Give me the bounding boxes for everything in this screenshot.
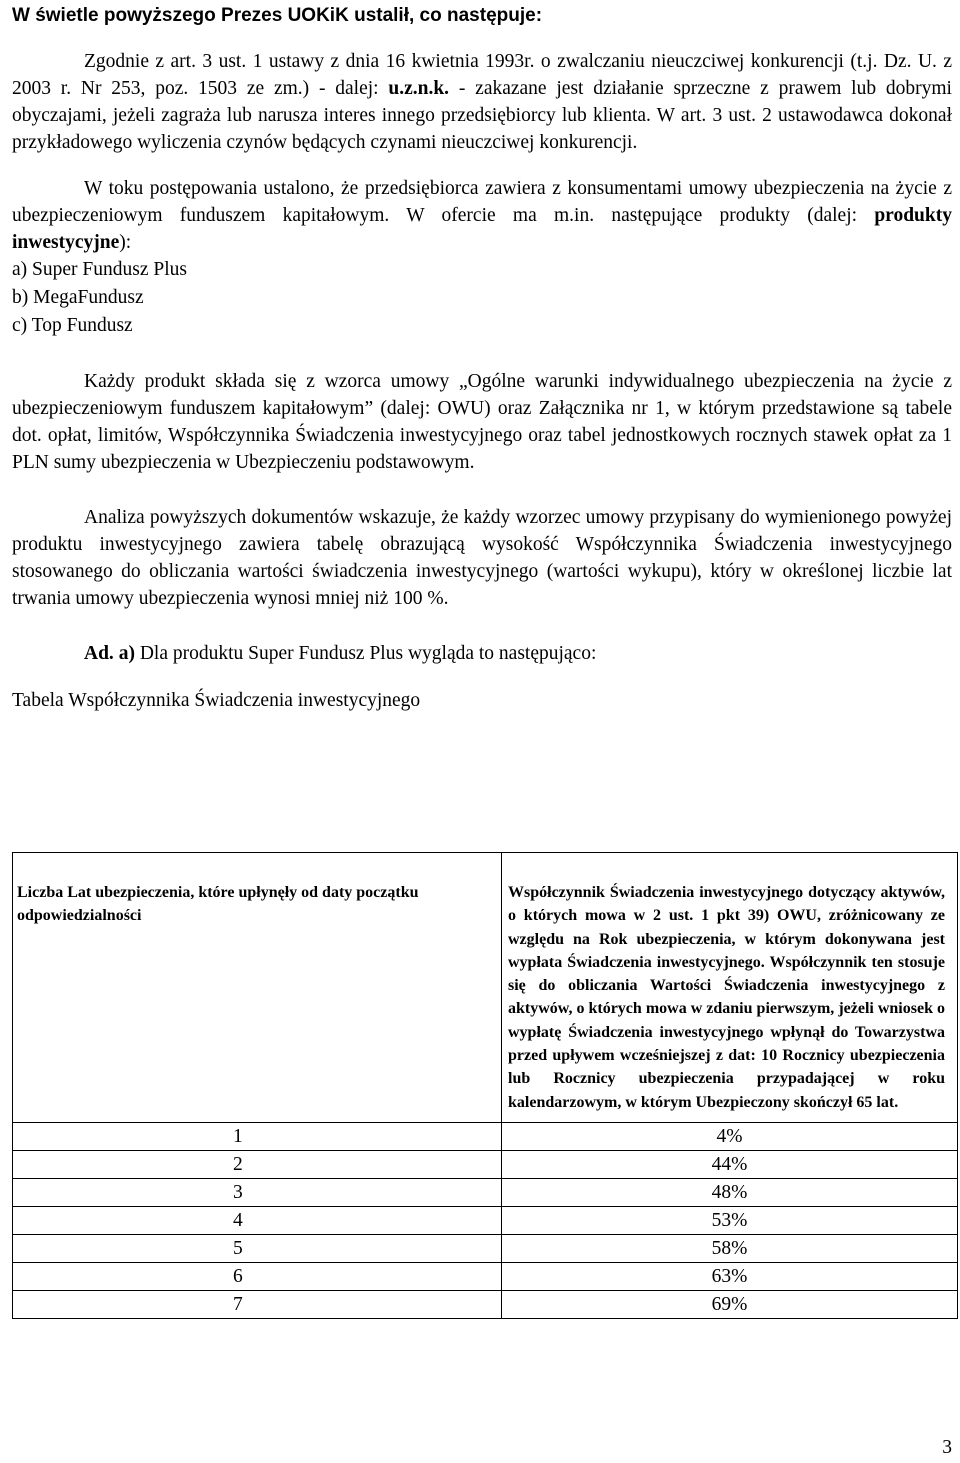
paragraph-text: ): — [119, 232, 132, 253]
table-cell-coefficient: 4% — [502, 1122, 958, 1150]
table-cell-year: 6 — [13, 1262, 502, 1290]
list-item: a) Super Fundusz Plus — [12, 259, 187, 280]
table-cell-coefficient: 58% — [502, 1234, 958, 1262]
table-title: Tabela Współczynnika Świadczenia inwestycyjnego — [12, 690, 421, 711]
product-list — [12, 256, 952, 340]
list-item: c) Top Fundusz — [12, 315, 133, 336]
coefficient-table — [12, 852, 958, 1319]
defined-term: produkty inwestycyjne — [12, 205, 952, 253]
abbreviation: u.z.n.k. — [388, 78, 450, 99]
table-cell-coefficient: 53% — [502, 1206, 958, 1234]
paragraph-text: Zgodnie z art. 3 ust. 1 ustawy z dnia 16 kwietnia 1993r. o zwalczaniu nieuczciwej konkurencji (t.j. Dz. U. z 2003 r. Nr 253, poz. 1503 ze zm.) - dalej: — [12, 51, 952, 99]
table-row — [13, 1262, 958, 1290]
table-header-row — [13, 853, 958, 1123]
table-row — [13, 1150, 958, 1178]
table-cell-year: 7 — [13, 1290, 502, 1318]
paragraph-product-structure: Każdy produkt składa się z wzorca umowy „Ogólne warunki indywidualnego ubezpieczenia na życie z ubezpieczeniowym funduszem kapitałowym” (dalej: OWU) oraz Załącznika nr 1, w którym przedstawione są tabele dot. opłat, limitów, Współczynnika Świadczenia inwestycyjnego oraz tabel jednostkowych rocznych stawek opłat za 1 PLN sumy ubezpieczenia w Ubezpieczeniu podstawowym. — [12, 371, 952, 473]
table-cell-year: 3 — [13, 1178, 502, 1206]
paragraph-text: W toku postępowania ustalono, że przedsiębiorca zawiera z konsumentami umowy ubezpieczenia na życie z ubezpieczeniowym funduszem kapitałowym. W ofercie ma m.in. następujące produkty (dalej: — [12, 178, 952, 226]
section-heading: W świetle powyższego Prezes UOKiK ustalił, co następuje: — [12, 5, 543, 26]
table-row — [13, 1178, 958, 1206]
list-item: b) MegaFundusz — [12, 287, 144, 308]
ad-label: Ad. — [84, 643, 114, 664]
paragraph-ad-a — [12, 640, 952, 667]
table-row — [13, 1206, 958, 1234]
paragraph-findings — [12, 175, 952, 256]
item-label: a) — [118, 643, 135, 664]
paragraph-analysis: Analiza powyższych dokumentów wskazuje, że każdy wzorzec umowy przypisany do wymienionego powyżej produktu inwestycyjnego zawiera tabelę obrazującą wysokość Współczynnika Świadczenia inwestycyjnego stosowanego do obliczania wartości świadczenia inwestycyjnego (wartości wykupu), który w określonej liczbie lat trwania umowy ubezpieczenia wynosi mniej niż 100 %. — [12, 507, 952, 609]
table-cell-year: 2 — [13, 1150, 502, 1178]
document-page — [12, 0, 952, 1315]
page-number: 3 — [942, 1437, 952, 1458]
table-row — [13, 1122, 958, 1150]
table-cell-year: 5 — [13, 1234, 502, 1262]
table-header-years: Liczba Lat ubezpieczenia, które upłynęły od daty początku odpowiedzialności — [13, 853, 502, 1123]
table-cell-coefficient: 69% — [502, 1290, 958, 1318]
paragraph-text: - zakazane jest działanie sprzeczne z prawem lub dobrymi obyczajami, jeżeli zagraża lub narusza interes innego przedsiębiorcy lub klienta. W art. 3 ust. 2 ustawodawca dokonał przykładowego wyliczenia czynów będących czynami nieuczciwej konkurencji. — [12, 78, 952, 153]
table-row — [13, 1290, 958, 1318]
table-row — [13, 1234, 958, 1262]
paragraph-legal-basis — [12, 48, 952, 156]
table-cell-coefficient: 44% — [502, 1150, 958, 1178]
table-cell-year: 4 — [13, 1206, 502, 1234]
table-cell-year: 1 — [13, 1122, 502, 1150]
table-header-coefficient: Współczynnik Świadczenia inwestycyjnego dotyczący aktywów, o których mowa w 2 ust. 1 pkt 39) OWU, zróżnicowany ze względu na Rok ubezpieczenia, w którym dokonywana jest wypłata Świadczenia inwestycyjnego. Współczynnik ten stosuje się do obliczania Wartości Świadczenia inwestycyjnego z aktywów, o których mowa w zdaniu pierwszym, jeżeli wniosek o wypłatę Świadczenia inwestycyjnego wpłynął do Towarzystwa przed upływem wcześniejszej z dat: 10 Rocznicy ubezpieczenia lub Rocznicy ubezpieczenia przypadającej w roku kalendarzowym, w którym Ubezpieczony skończył 65 lat. — [502, 853, 958, 1123]
table-cell-coefficient: 63% — [502, 1262, 958, 1290]
paragraph-text: Dla produktu Super Fundusz Plus wygląda to następująco: — [134, 643, 597, 664]
table-cell-coefficient: 48% — [502, 1178, 958, 1206]
